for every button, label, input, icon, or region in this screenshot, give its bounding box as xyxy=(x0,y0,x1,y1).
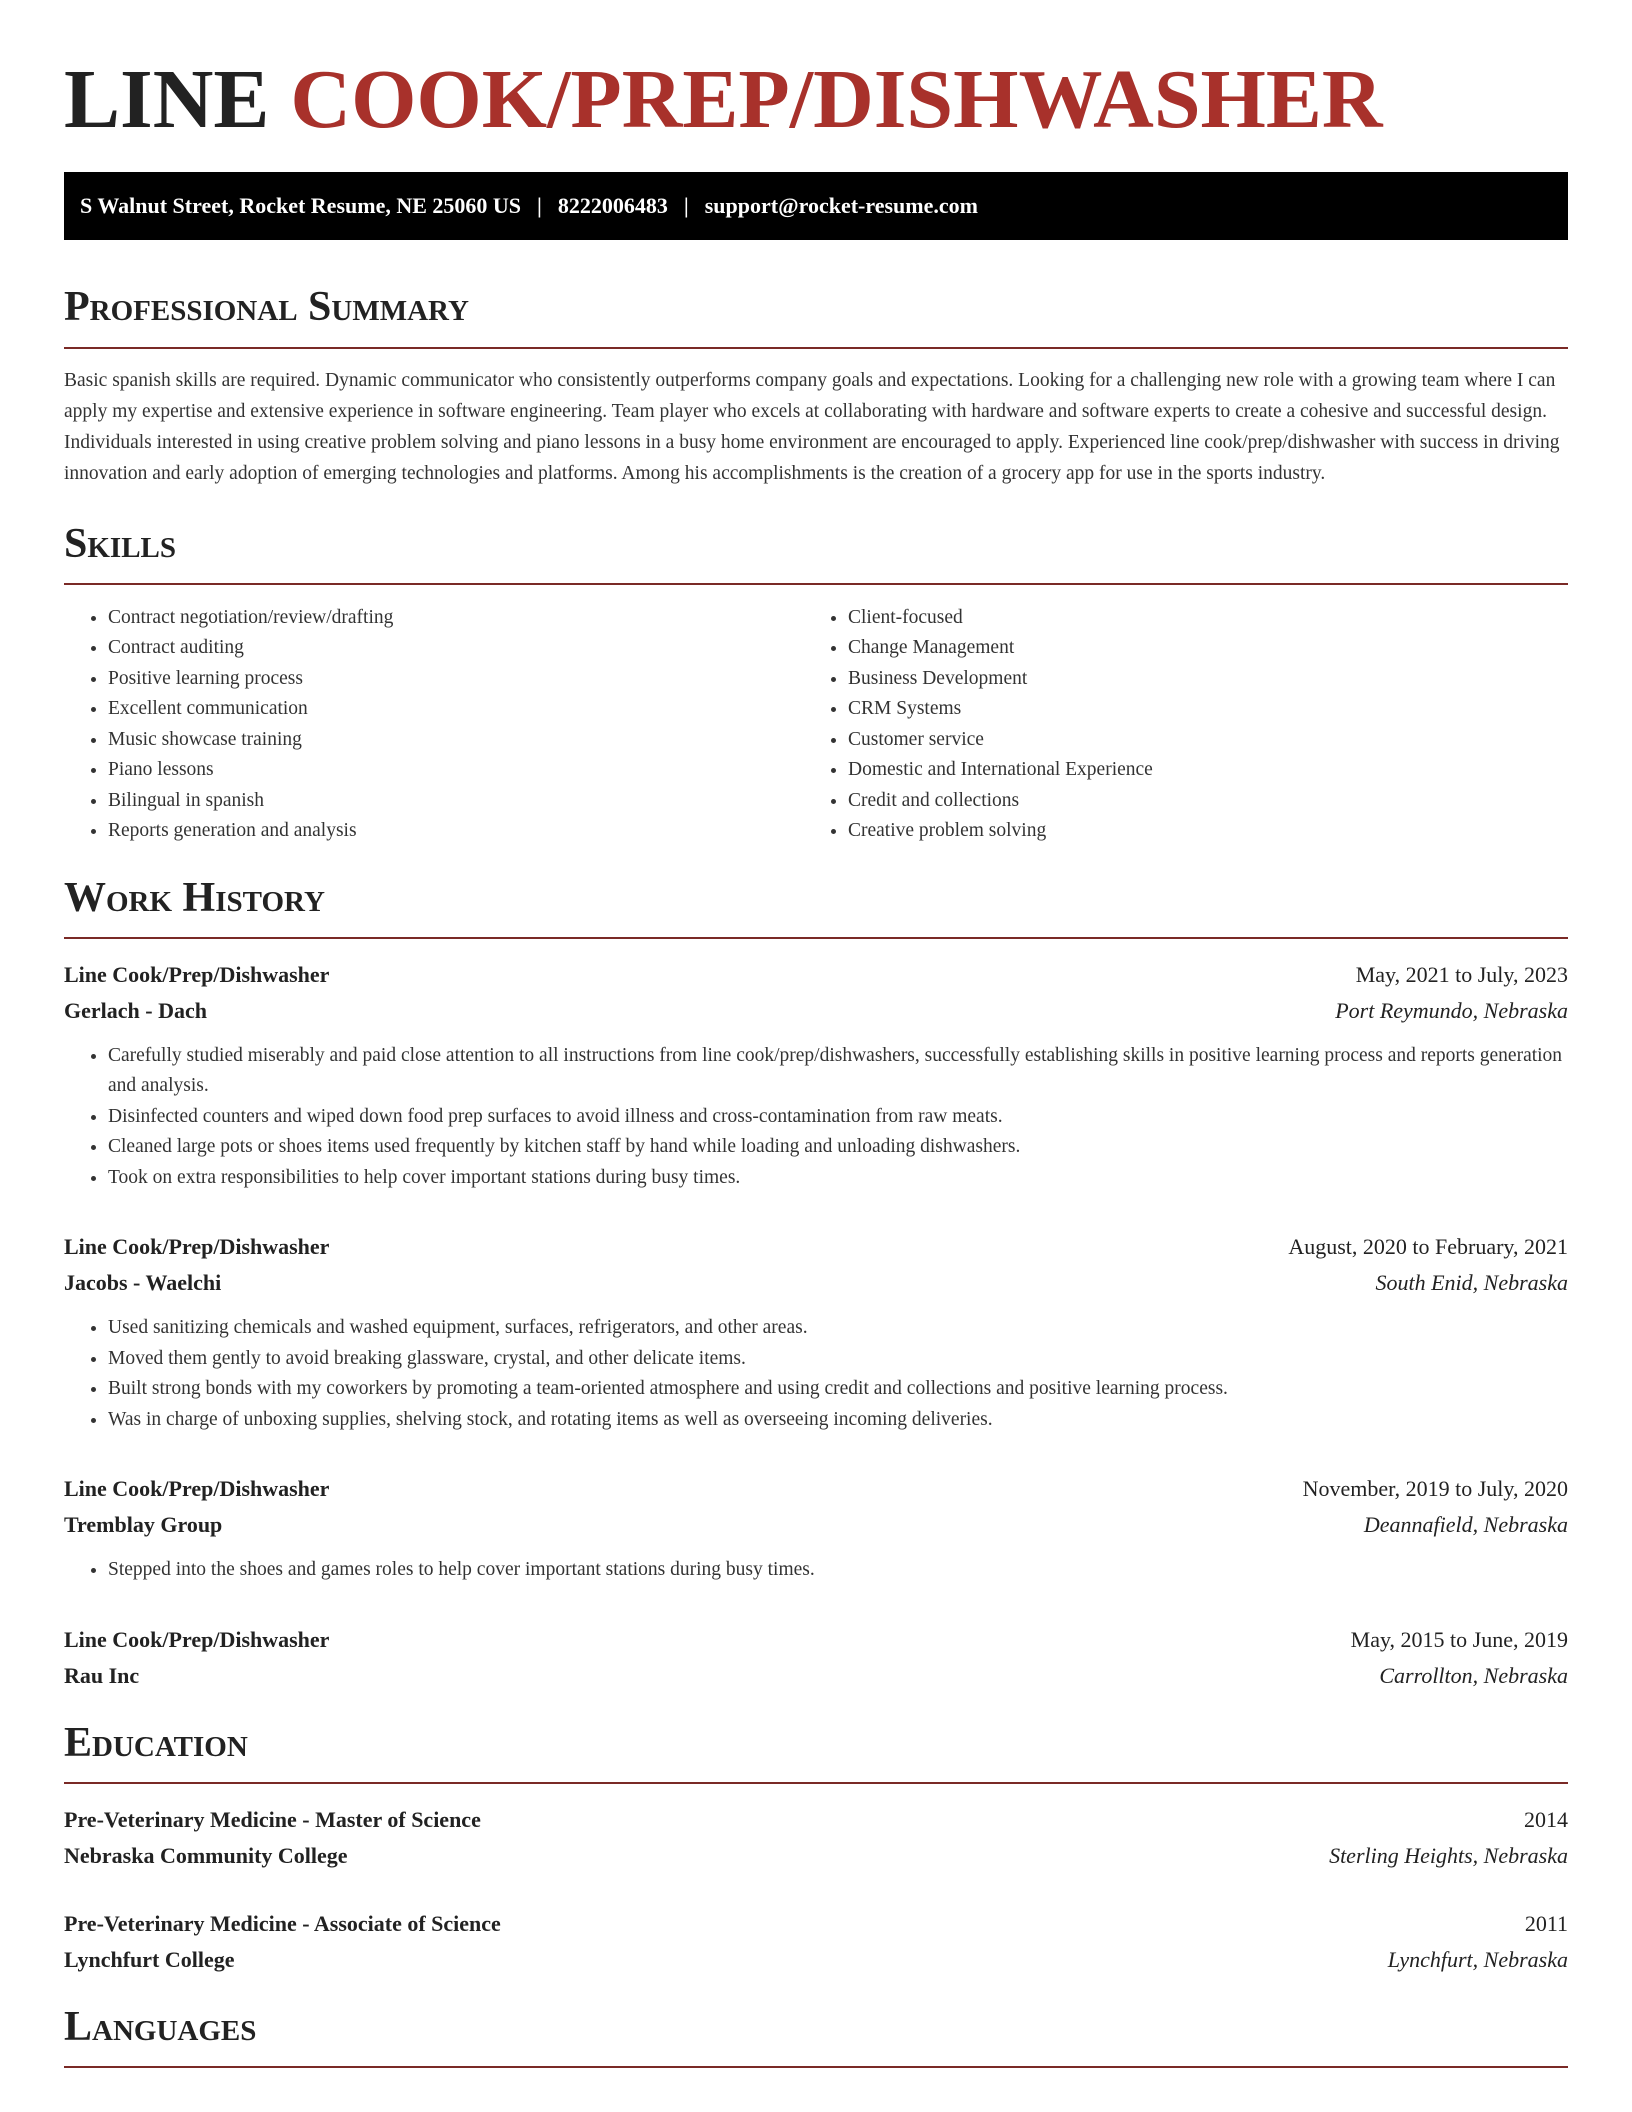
section-divider xyxy=(64,937,1568,939)
job-location: Port Reymundo, Nebraska xyxy=(1335,997,1568,1023)
skill-item: • Customer service xyxy=(848,725,1544,756)
skill-item: • Piano lessons xyxy=(108,755,804,786)
skill-item: • Contract negotiation/review/drafting xyxy=(108,603,804,634)
skill-item: • Credit and collections xyxy=(848,786,1544,817)
skill-item: • Bilingual in spanish xyxy=(108,786,804,817)
job-bullets xyxy=(64,1041,1568,1194)
job-bullet: • Moved them gently to avoid breaking glassware, crystal, and other delicate items. xyxy=(108,1344,1568,1375)
contact-bar xyxy=(64,172,1568,240)
edu-degree: Pre-Veterinary Medicine - Associate of Science xyxy=(64,1911,501,1937)
section-title-summary: Professional Summary xyxy=(64,284,469,331)
job-bullet: • Carefully studied miserably and paid close attention to all instructions from line cook/prep/dishwashers, successfully establishing skills in positive learning process and reports generation and analysis. xyxy=(108,1041,1568,1102)
job-bullet: • Was in charge of unboxing supplies, shelving stock, and rotating items as well as overseeing incoming deliveries. xyxy=(108,1405,1568,1436)
section-divider xyxy=(64,347,1568,349)
skills-list-left xyxy=(64,603,804,847)
job-entry xyxy=(64,1471,1568,1586)
job-dates: November, 2019 to July, 2020 xyxy=(1302,1476,1568,1502)
job-bullets xyxy=(64,1555,1568,1586)
name-first: LINE xyxy=(64,53,270,146)
job-entry xyxy=(64,1622,1568,1694)
job-bullet: • Disinfected counters and wiped down food prep surfaces to avoid illness and cross-contamination from raw meats. xyxy=(108,1102,1568,1133)
edu-year: 2014 xyxy=(1524,1807,1568,1833)
job-dates: May, 2015 to June, 2019 xyxy=(1350,1626,1568,1652)
summary-text: Basic spanish skills are required. Dynamic communicator who consistently outperforms company goals and expectations. Looking for a challenging new role with a growing team where I can apply my expertise and extensive experience in software engineering. Team player who excels at collaborating with hardware and software experts to create a cohesive and successful design. Individuals interested in using creative problem solving and piano lessons in a busy home environment are encouraged to apply. Experienced line cook/prep/dishwasher with success in driving innovation and early adoption of emerging technologies and platforms. Among his accomplishments is the creation of a grocery app for use in the sports industry. xyxy=(64,369,1560,484)
skill-item: • Positive learning process xyxy=(108,664,804,695)
edu-location: Sterling Heights, Nebraska xyxy=(1329,1843,1568,1869)
section-title-skills: Skills xyxy=(64,520,177,567)
skill-item: • Business Development xyxy=(848,664,1544,695)
section-work-history xyxy=(64,875,1568,1694)
section-skills xyxy=(64,521,1568,847)
job-location: South Enid, Nebraska xyxy=(1375,1270,1568,1296)
resume-page xyxy=(64,0,1568,2068)
job-location: Carrollton, Nebraska xyxy=(1379,1662,1568,1688)
section-summary xyxy=(64,284,1568,488)
skill-item: • Music showcase training xyxy=(108,725,804,756)
job-bullet: • Used sanitizing chemicals and washed equipment, surfaces, refrigerators, and other areas. xyxy=(108,1313,1568,1344)
name-last: COOK/PREP/DISHWASHER xyxy=(290,53,1383,146)
job-role: Line Cook/Prep/Dishwasher xyxy=(64,1476,330,1502)
skill-item: • Client-focused xyxy=(848,603,1544,634)
job-company: Gerlach - Dach xyxy=(64,997,207,1023)
edu-year: 2011 xyxy=(1524,1911,1568,1937)
skill-item: • Reports generation and analysis xyxy=(108,816,804,847)
section-title-languages: Languages xyxy=(64,2004,257,2051)
job-role: Line Cook/Prep/Dishwasher xyxy=(64,961,330,987)
edu-degree: Pre-Veterinary Medicine - Master of Science xyxy=(64,1807,481,1833)
contact-separator: | xyxy=(537,193,542,219)
job-bullet: • Stepped into the shoes and games roles to help cover important stations during busy times. xyxy=(108,1555,1568,1586)
section-education xyxy=(64,1720,1568,1978)
section-divider xyxy=(64,2066,1568,2068)
skill-item: • CRM Systems xyxy=(848,694,1544,725)
edu-location: Lynchfurt, Nebraska xyxy=(1387,1947,1568,1973)
skill-item: • Creative problem solving xyxy=(848,816,1544,847)
job-entry xyxy=(64,1229,1568,1435)
job-bullet: • Built strong bonds with my coworkers by promoting a team-oriented atmosphere and using credit and collections and positive learning process. xyxy=(108,1374,1568,1405)
section-divider xyxy=(64,583,1568,585)
job-location: Deannafield, Nebraska xyxy=(1363,1512,1568,1538)
contact-separator: | xyxy=(683,193,689,219)
section-title-work: Work History xyxy=(64,874,325,921)
contact-email: support@rocket-resume.com xyxy=(704,193,978,219)
section-title-education: Education xyxy=(64,1719,248,1766)
skill-item: • Excellent communication xyxy=(108,694,804,725)
edu-school: Nebraska Community College xyxy=(64,1843,348,1869)
skills-list-right xyxy=(804,603,1544,847)
contact-address: S Walnut Street, Rocket Resume, NE 25060 US xyxy=(80,193,522,219)
job-dates: May, 2021 to July, 2023 xyxy=(1355,961,1568,987)
section-divider xyxy=(64,1782,1568,1784)
job-role: Line Cook/Prep/Dishwasher xyxy=(64,1626,330,1652)
resume-name xyxy=(64,54,1568,146)
job-bullet: • Cleaned large pots or shoes items used frequently by kitchen staff by hand while loading and unloading dishwashers. xyxy=(108,1132,1568,1163)
section-languages xyxy=(64,2004,1568,2068)
contact-phone: 8222006483 xyxy=(557,193,668,219)
job-company: Rau Inc xyxy=(64,1662,140,1688)
job-entry xyxy=(64,957,1568,1194)
skills-grid xyxy=(64,603,1568,847)
job-bullet: • Took on extra responsibilities to help cover important stations during busy times. xyxy=(108,1163,1568,1194)
job-company: Jacobs - Waelchi xyxy=(64,1270,222,1296)
job-role: Line Cook/Prep/Dishwasher xyxy=(64,1234,330,1260)
skill-item: • Change Management xyxy=(848,633,1544,664)
skill-item: • Domestic and International Experience xyxy=(848,755,1544,786)
education-entry xyxy=(64,1906,1568,1978)
education-entry xyxy=(64,1802,1568,1874)
job-bullets xyxy=(64,1313,1568,1435)
job-company: Tremblay Group xyxy=(64,1512,223,1538)
job-dates: August, 2020 to February, 2021 xyxy=(1288,1234,1568,1260)
edu-school: Lynchfurt College xyxy=(64,1947,235,1973)
skill-item: • Contract auditing xyxy=(108,633,804,664)
